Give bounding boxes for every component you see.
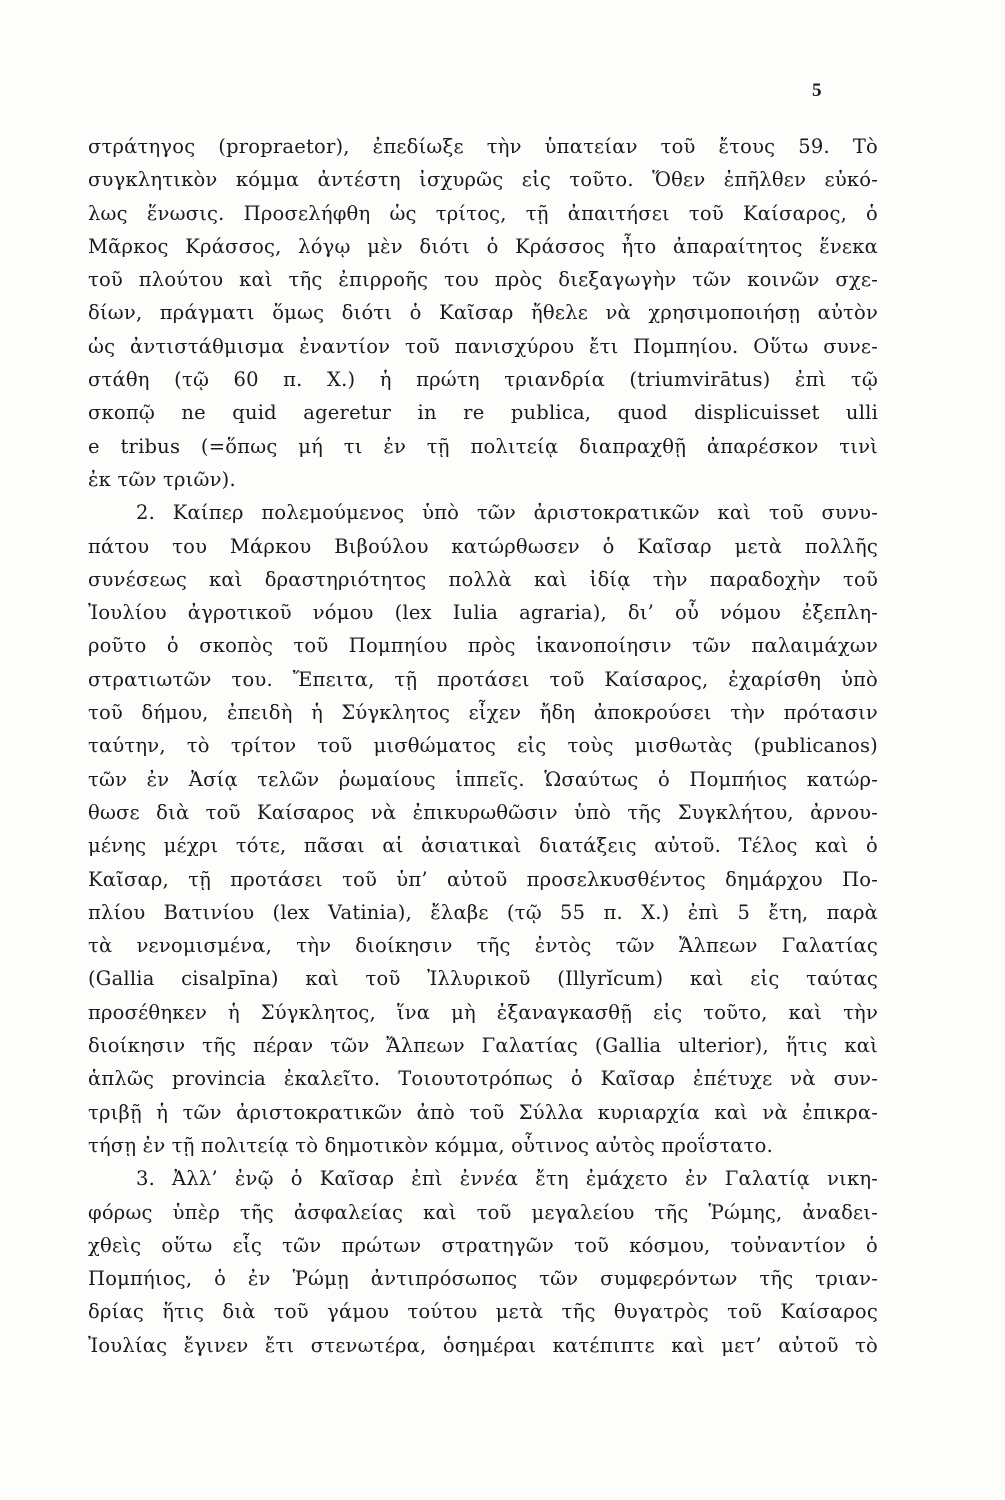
text-line: ροῦτο ὁ σκοπὸς τοῦ Πομπηίου πρὸς ἱκανοποίησιν τῶν παλαιμάχων xyxy=(88,634,878,658)
text-line: θωσε διὰ τοῦ Καίσαρος νὰ ἐπικυρωθῶσιν ὑπὸ τῆς Συγκλήτου, ἀρνου- xyxy=(88,800,878,824)
text-line: ὡς ἀντιστάθμισμα ἐναντίον τοῦ πανισχύρου ἔτι Πομπηίου. Οὕτω συνε- xyxy=(88,334,878,358)
text-line: δρίας ἥτις διὰ τοῦ γάμου τούτου μετὰ τῆς θυγατρὸς τοῦ Καίσαρος xyxy=(88,1300,878,1324)
text-line: Πομπήιος, ὁ ἐν Ῥώμῃ ἀντιπρόσωπος τῶν συμφερόντων τῆς τριαν- xyxy=(88,1267,878,1291)
text-line: Καῖσαρ, τῇ προτάσει τοῦ ὑπ’ αὐτοῦ προσελκυσθέντος δημάρχου Πο- xyxy=(88,867,878,891)
text-line: συνέσεως καὶ δραστηριότητος πολλὰ καὶ ἰδίᾳ τὴν παραδοχὴν τοῦ xyxy=(88,567,878,591)
text-line: στρατιωτῶν του. Ἔπειτα, τῇ προτάσει τοῦ Καίσαρος, ἐχαρίσθη ὑπὸ xyxy=(88,667,878,691)
text-line: συγκλητικὸν κόμμα ἀντέστη ἰσχυρῶς εἰς τοῦτο. Ὅθεν ἐπῆλθεν εὐκό- xyxy=(88,168,878,192)
text-line: στράτηγος (propraetor), ἐπεδίωξε τὴν ὑπατείαν τοῦ ἔτους 59. Τὸ xyxy=(88,135,878,158)
text-line: ἐκ τῶν τριῶν). xyxy=(88,467,236,491)
paragraph-start-line: 3. Ἀλλ’ ἐνῷ ὁ Καῖσαρ ἐπὶ ἐννέα ἔτη ἐμάχετο ἐν Γαλατίᾳ νικη- xyxy=(136,1167,878,1191)
text-line: τῶν ἐν Ἀσίᾳ τελῶν ῥωμαίους ἱππεῖς. Ὡσαύτως ὁ Πομπήιος κατώρ- xyxy=(88,767,878,791)
text-line: σκοπῷ ne quid ageretur in re publica, quod displicuisset ulli xyxy=(88,401,878,425)
text-line: τήσῃ ἐν τῇ πολιτείᾳ τὸ δημοτικὸν κόμμα, οὗτινος αὐτὸς προΐστατο. xyxy=(88,1133,773,1157)
text-line: τοῦ δήμου, ἐπειδὴ ἡ Σύγκλητος εἶχεν ἤδη ἀποκρούσει τὴν πρότασιν xyxy=(88,701,878,725)
text-line: τοῦ πλούτου καὶ τῆς ἐπιρροῆς του πρὸς διεξαγωγὴν τῶν κοινῶν σχε- xyxy=(88,268,878,292)
text-line: ταύτην, τὸ τρίτον τοῦ μισθώματος εἰς τοὺς μισθωτὰς (publicanos) xyxy=(88,734,878,758)
text-line: Ἰουλίας ἔγινεν ἔτι στενωτέρα, ὁσημέραι κατέπιπτε καὶ μετ’ αὐτοῦ τὸ xyxy=(88,1333,878,1357)
text-line: στάθη (τῷ 60 π. Χ.) ἡ πρώτη τριανδρία (triumvirātus) ἐπὶ τῷ xyxy=(88,368,878,392)
text-line: φόρως ὑπὲρ τῆς ἀσφαλείας καὶ τοῦ μεγαλείου τῆς Ῥώμης, ἀναδει- xyxy=(88,1200,878,1224)
text-line: προσέθηκεν ἡ Σύγκλητος, ἵνα μὴ ἐξαναγκασθῇ εἰς τοῦτο, καὶ τὴν xyxy=(88,1000,878,1024)
text-line: Ἰουλίου ἀγροτικοῦ νόμου (lex Iulia agraria), δι’ οὗ νόμου ἐξεπλη- xyxy=(88,601,878,625)
text-line: πλίου Βατινίου (lex Vatinia), ἔλαβε (τῷ 55 π. Χ.) ἐπὶ 5 ἔτη, παρὰ xyxy=(88,900,878,924)
text-line: (Gallia cisalpīna) καὶ τοῦ Ἰλλυρικοῦ (Illyrĭcum) καὶ εἰς ταύτας xyxy=(88,967,878,991)
body-text xyxy=(88,130,878,1362)
text-line: τὰ νενομισμένα, τὴν διοίκησιν τῆς ἐντὸς τῶν Ἄλπεων Γαλατίας xyxy=(88,934,878,958)
text-line: χθεὶς οὕτω εἷς τῶν πρώτων στρατηγῶν τοῦ κόσμου, τοὐναντίον ὁ xyxy=(88,1233,878,1257)
paragraph-start-line: 2. Καίπερ πολεμούμενος ὑπὸ τῶν ἀριστοκρατικῶν καὶ τοῦ συνυ- xyxy=(136,501,878,525)
text-line: τριβῇ ἡ τῶν ἀριστοκρατικῶν ἀπὸ τοῦ Σύλλα κυριαρχία καὶ νὰ ἐπικρα- xyxy=(88,1100,878,1124)
text-line: πάτου του Μάρκου Βιβούλου κατώρθωσεν ὁ Καῖσαρ μετὰ πολλῆς xyxy=(88,534,878,558)
text-line: e tribus (=ὅπως μή τι ἐν τῇ πολιτείᾳ διαπραχθῇ ἀπαρέσκον τινὶ xyxy=(88,434,878,458)
text-line: διοίκησιν τῆς πέραν τῶν Ἄλπεων Γαλατίας (Gallia ulterior), ἥτις καὶ xyxy=(88,1034,878,1058)
text-line: Μᾶρκος Κράσσος, λόγῳ μὲν διότι ὁ Κράσσος ἦτο ἀπαραίτητος ἕνεκα xyxy=(88,234,878,258)
text-line: λως ἕνωσις. Προσελήφθη ὡς τρίτος, τῇ ἀπαιτήσει τοῦ Καίσαρος, ὁ xyxy=(88,201,878,225)
text-line: μένης μέχρι τότε, πᾶσαι αἱ ἀσιατικαὶ διατάξεις αὐτοῦ. Τέλος καὶ ὁ xyxy=(88,834,878,858)
page-number: 5 xyxy=(812,80,822,101)
text-line: δίων, πράγματι ὅμως διότι ὁ Καῖσαρ ἤθελε νὰ χρησιμοποιήσῃ αὐτὸν xyxy=(88,301,878,325)
text-line: ἁπλῶς provincia ἐκαλεῖτο. Τοιουτοτρόπως ὁ Καῖσαρ ἐπέτυχε νὰ συν- xyxy=(88,1067,878,1091)
